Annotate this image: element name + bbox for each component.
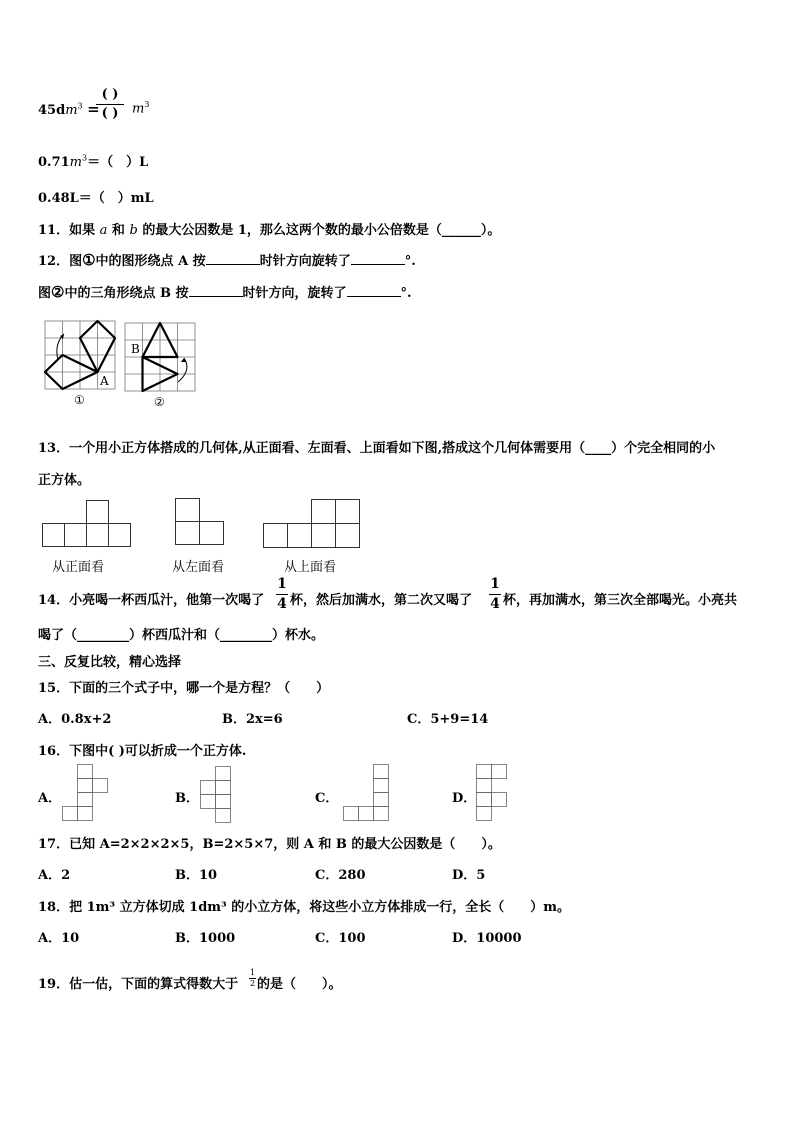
front-view-figure <box>42 500 134 548</box>
unit-line-1 <box>38 100 100 118</box>
q14-frac1-den: 4 <box>277 596 287 612</box>
question-14-line1-c: 杯，再加满水，第三次全部喝光。小亮共 <box>503 593 738 608</box>
question-11 <box>38 219 500 238</box>
question-14-line1-a: 14．小亮喝一杯西瓜汁，他第一次喝了 <box>38 593 265 608</box>
q12-l1-d: °. <box>404 254 416 269</box>
fig1-caption: ① <box>74 393 85 407</box>
q11-var-a: a <box>99 223 108 238</box>
q12-blank-1[interactable] <box>206 253 260 265</box>
question-15-stem: 15．下面的三个式子中，哪一个是方程？（ ） <box>38 681 330 696</box>
q16-net-c <box>343 764 391 824</box>
question-12-line2 <box>38 282 412 301</box>
q12-l1-a: 12．图 <box>38 254 83 269</box>
unit1-right-m: m <box>132 101 145 117</box>
top-view-figure <box>263 499 363 549</box>
q11-var-b: b <box>129 223 138 238</box>
unit1-sup: 3 <box>77 101 83 111</box>
unit1-left: 45d <box>38 103 66 118</box>
q18-option-a[interactable]: A．10 <box>38 931 80 946</box>
question-14-line1-b: 杯，然后加满水，第二次又喝了 <box>290 593 473 608</box>
unit1-right-sup: 3 <box>144 100 150 109</box>
fig2-caption: ② <box>154 395 165 409</box>
q12-blank-2[interactable] <box>351 253 405 265</box>
q16-net-a <box>62 764 108 824</box>
question-12-line1 <box>38 250 416 269</box>
unit1-num: ( ) <box>101 87 119 102</box>
q12-l1-circ: ① <box>82 251 96 269</box>
rotation-figure-2 <box>124 322 196 394</box>
q12-l2-circ: ② <box>51 283 65 301</box>
left-view-label: 从左面看 <box>172 560 225 575</box>
q16-option-b[interactable]: B． <box>175 791 199 806</box>
q14-frac1-num: 1 <box>277 576 287 592</box>
unit2-sup: 3 <box>82 153 88 163</box>
q17-option-a[interactable]: A．2 <box>38 868 71 883</box>
question-19-post: 的是（ ）。 <box>257 977 342 992</box>
q15-option-a[interactable]: A．0.8x+2 <box>38 712 112 727</box>
q19-frac-den: 2 <box>249 979 256 988</box>
q19-frac-num: 1 <box>249 968 256 977</box>
question-17-stem: 17．已知 A=2×2×2×5，B=2×5×7，则 A 和 B 的最大公因数是（ ）。 <box>38 837 501 852</box>
q17-option-b[interactable]: B．10 <box>175 868 218 883</box>
q14-fraction-1 <box>276 575 288 614</box>
q14-frac2-den: 4 <box>490 596 500 612</box>
q16-option-d[interactable]: D． <box>452 791 477 806</box>
question-13-line2: 正方体。 <box>38 473 91 488</box>
q12-l2-d: °. <box>400 286 412 301</box>
q12-l2-a: 图 <box>38 286 52 301</box>
q16-option-c[interactable]: C． <box>315 791 339 806</box>
q12-blank-3[interactable] <box>189 285 243 297</box>
q19-fraction <box>249 968 256 989</box>
q12-blank-4[interactable] <box>347 285 401 297</box>
question-13-line1: 13．一个用小正方体搭成的几何体,从正面看、左面看、上面看如下图,搭成这个几何体需要用（____）个完全相同的小 <box>38 441 716 456</box>
fig1-point-a: A <box>100 374 109 388</box>
q12-l2-b: 中的三角形绕点 B 按 <box>64 286 189 301</box>
q12-l2-c: 时针方向，旋转了 <box>242 286 347 301</box>
fig2-point-b: B <box>131 342 140 356</box>
q14-fraction-2 <box>489 575 501 614</box>
q17-option-d[interactable]: D．5 <box>452 868 486 883</box>
unit1-m: m <box>65 103 78 118</box>
section-3-heading: 三、反复比较，精心选择 <box>38 655 182 670</box>
q16-net-b <box>200 766 232 824</box>
unit-line-2 <box>38 151 148 170</box>
left-view-figure <box>175 498 227 546</box>
q16-option-a[interactable]: A． <box>38 791 62 806</box>
q14-frac2-num: 1 <box>490 576 500 592</box>
question-18-stem: 18．把 1m³ 立方体切成 1dm³ 的小立方体，将这些小立方体排成一行，全长（ ）m。 <box>38 900 571 915</box>
unit2-m: m <box>69 155 82 170</box>
q16-net-d <box>476 764 510 824</box>
q12-l1-c: 时针方向旋转了 <box>259 254 351 269</box>
top-view-label: 从上面看 <box>284 560 337 575</box>
q11-pre: 11．如果 <box>38 223 96 238</box>
q11-post: 的最大公因数是 1，那么这两个数的最小公倍数是（______）。 <box>142 223 501 238</box>
unit2-left: 0.71 <box>38 155 70 170</box>
question-16-stem: 16．下图中( )可以折成一个正方体. <box>38 744 247 759</box>
unit1-right <box>132 100 149 116</box>
q11-mid: 和 <box>111 223 125 238</box>
unit1-den: ( ) <box>96 104 124 123</box>
q15-option-c[interactable]: C．5+9=14 <box>407 712 489 727</box>
unit-line-3: 0.48L＝（ ）mL <box>38 191 154 206</box>
q12-l1-b: 中的图形绕点 A 按 <box>95 254 206 269</box>
question-19-pre: 19．估一估，下面的算式得数大于 <box>38 977 239 992</box>
unit1-eq: = <box>87 100 100 118</box>
q18-option-b[interactable]: B．1000 <box>175 931 236 946</box>
q17-option-c[interactable]: C．280 <box>315 868 366 883</box>
q15-option-b[interactable]: B．2x=6 <box>222 712 283 727</box>
q18-option-d[interactable]: D．10000 <box>452 931 522 946</box>
unit2-rest: ＝（ ）L <box>87 155 149 170</box>
question-14-line2: 喝了（________）杯西瓜汁和（________）杯水。 <box>38 628 325 643</box>
q18-option-c[interactable]: C．100 <box>315 931 366 946</box>
unit1-fraction <box>96 86 124 123</box>
front-view-label: 从正面看 <box>52 560 105 575</box>
